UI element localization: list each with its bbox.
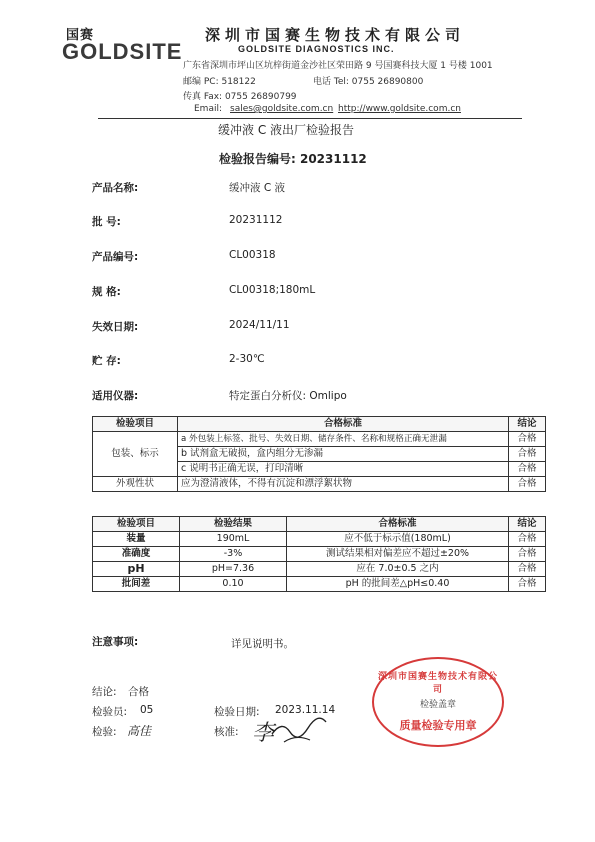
standard-cell: 应在 7.0±0.5 之内: [287, 562, 509, 577]
result-cell: 0.10: [180, 577, 287, 592]
item-cell: 准确度: [93, 547, 180, 562]
field-value: 20231112: [229, 214, 283, 226]
result-cell: 合格: [509, 462, 546, 477]
table-row: [93, 477, 546, 492]
conclusion-label: 结论:: [92, 686, 117, 698]
result-cell: 合格: [509, 477, 546, 492]
table-row: [93, 562, 546, 577]
test-results-table: [92, 516, 546, 592]
field-value: CL00318;180mL: [229, 284, 316, 296]
seal-company-text: 深圳市国赛生物技术有限公司: [377, 672, 498, 695]
header-conclusion: 结论: [509, 517, 546, 532]
conclusion-value: 合格: [128, 686, 149, 698]
report-number: 检验报告编号: 20231112: [219, 152, 367, 166]
header-standard: 合格标准: [287, 517, 509, 532]
result-cell: 合格: [509, 432, 546, 447]
field-label: 批 号:: [92, 216, 121, 228]
date-value: 2023.11.14: [275, 704, 336, 716]
field-value: CL00318: [229, 249, 276, 261]
checker-signature: 高佳: [127, 724, 152, 738]
field-label: 失效日期:: [92, 321, 139, 333]
field-label: 规 格:: [92, 286, 121, 298]
email-link[interactable]: sales@goldsite.com.cn: [230, 104, 334, 114]
item-cell: 装量: [93, 532, 180, 547]
notes-value: 详见说明书。: [231, 638, 294, 650]
field-label: 贮 存:: [92, 355, 121, 367]
notes-label: 注意事项:: [92, 636, 139, 648]
approver-label: 核准:: [214, 726, 239, 738]
table-row: [93, 577, 546, 592]
phone: 电话 Tel: 0755 26890800: [313, 77, 424, 87]
logo-cn: 国赛: [66, 28, 95, 43]
table-row: [93, 547, 546, 562]
field-value: 2-30℃: [229, 353, 265, 365]
field-value: 2024/11/11: [229, 319, 290, 331]
packaging-group-label: 包装、标示: [93, 432, 178, 477]
company-address: 广东省深圳市坪山区坑梓街道金沙社区荣田路 9 号国赛科技大厦 1 号楼 1001: [183, 61, 493, 71]
seal-bottom-text: 质量检验专用章: [399, 719, 477, 732]
signature-scribble-icon: [270, 714, 330, 748]
packaging-table: [92, 416, 546, 492]
postcode: 邮编 PC: 518122: [183, 77, 256, 87]
table-row: [93, 432, 546, 447]
header-rule: [98, 118, 522, 119]
standard-cell: a 外包装上标签、批号、失效日期、储存条件、名称和规格正确无泄漏: [178, 432, 509, 447]
item-cell: pH: [93, 562, 180, 577]
inspector-value: 05: [140, 704, 154, 716]
standard-cell: b 试剂盒无破损，盒内组分无渗漏: [178, 447, 509, 462]
header-standard: 合格标准: [178, 417, 509, 432]
email-label: Email:: [194, 104, 223, 114]
standard-cell: c 说明书正确无误，打印清晰: [178, 462, 509, 477]
field-value: 特定蛋白分析仪: Omlipo: [229, 390, 347, 402]
field-label: 产品名称:: [92, 182, 139, 194]
standard-cell: 测试结果相对偏差应不超过±20%: [287, 547, 509, 562]
conclusion-cell: 合格: [509, 577, 546, 592]
header-result: 检验结果: [180, 517, 287, 532]
header-item: 检验项目: [93, 417, 178, 432]
inspector-label: 检验员:: [92, 706, 128, 718]
approver-signature: 李: [252, 721, 275, 746]
field-label: 产品编号:: [92, 251, 139, 263]
standard-cell: 应不低于标示值(180mL): [287, 532, 509, 547]
standard-cell: 应为澄清液体，不得有沉淀和漂浮絮状物: [178, 477, 509, 492]
item-cell: 外观性状: [93, 477, 178, 492]
checker-label: 检验:: [92, 726, 117, 738]
result-cell: pH=7.36: [180, 562, 287, 577]
header-item: 检验项目: [93, 517, 180, 532]
table-row: [93, 532, 546, 547]
company-name-en: GOLDSITE DIAGNOSTICS INC.: [238, 44, 395, 54]
seal-middle-text: 检验盖章: [419, 700, 456, 710]
date-label: 检验日期:: [214, 706, 260, 718]
conclusion-cell: 合格: [509, 562, 546, 577]
conclusion-cell: 合格: [509, 547, 546, 562]
item-cell: 批间差: [93, 577, 180, 592]
quality-seal: [372, 657, 504, 747]
field-value: 缓冲液 C 液: [229, 182, 286, 194]
result-cell: -3%: [180, 547, 287, 562]
header-conclusion: 结论: [509, 417, 546, 432]
logo-en: GOLDSITE: [62, 39, 183, 64]
result-cell: 190mL: [180, 532, 287, 547]
website-link[interactable]: http://www.goldsite.com.cn: [338, 104, 461, 114]
field-label: 适用仪器:: [92, 390, 139, 402]
report-title: 缓冲液 C 液出厂检验报告: [218, 123, 355, 137]
conclusion-cell: 合格: [509, 532, 546, 547]
company-name-cn: 深圳市国赛生物技术有限公司: [205, 26, 466, 44]
fax: 传真 Fax: 0755 26890799: [183, 92, 297, 102]
result-cell: 合格: [509, 447, 546, 462]
standard-cell: pH 的批间差△pH≤0.40: [287, 577, 509, 592]
